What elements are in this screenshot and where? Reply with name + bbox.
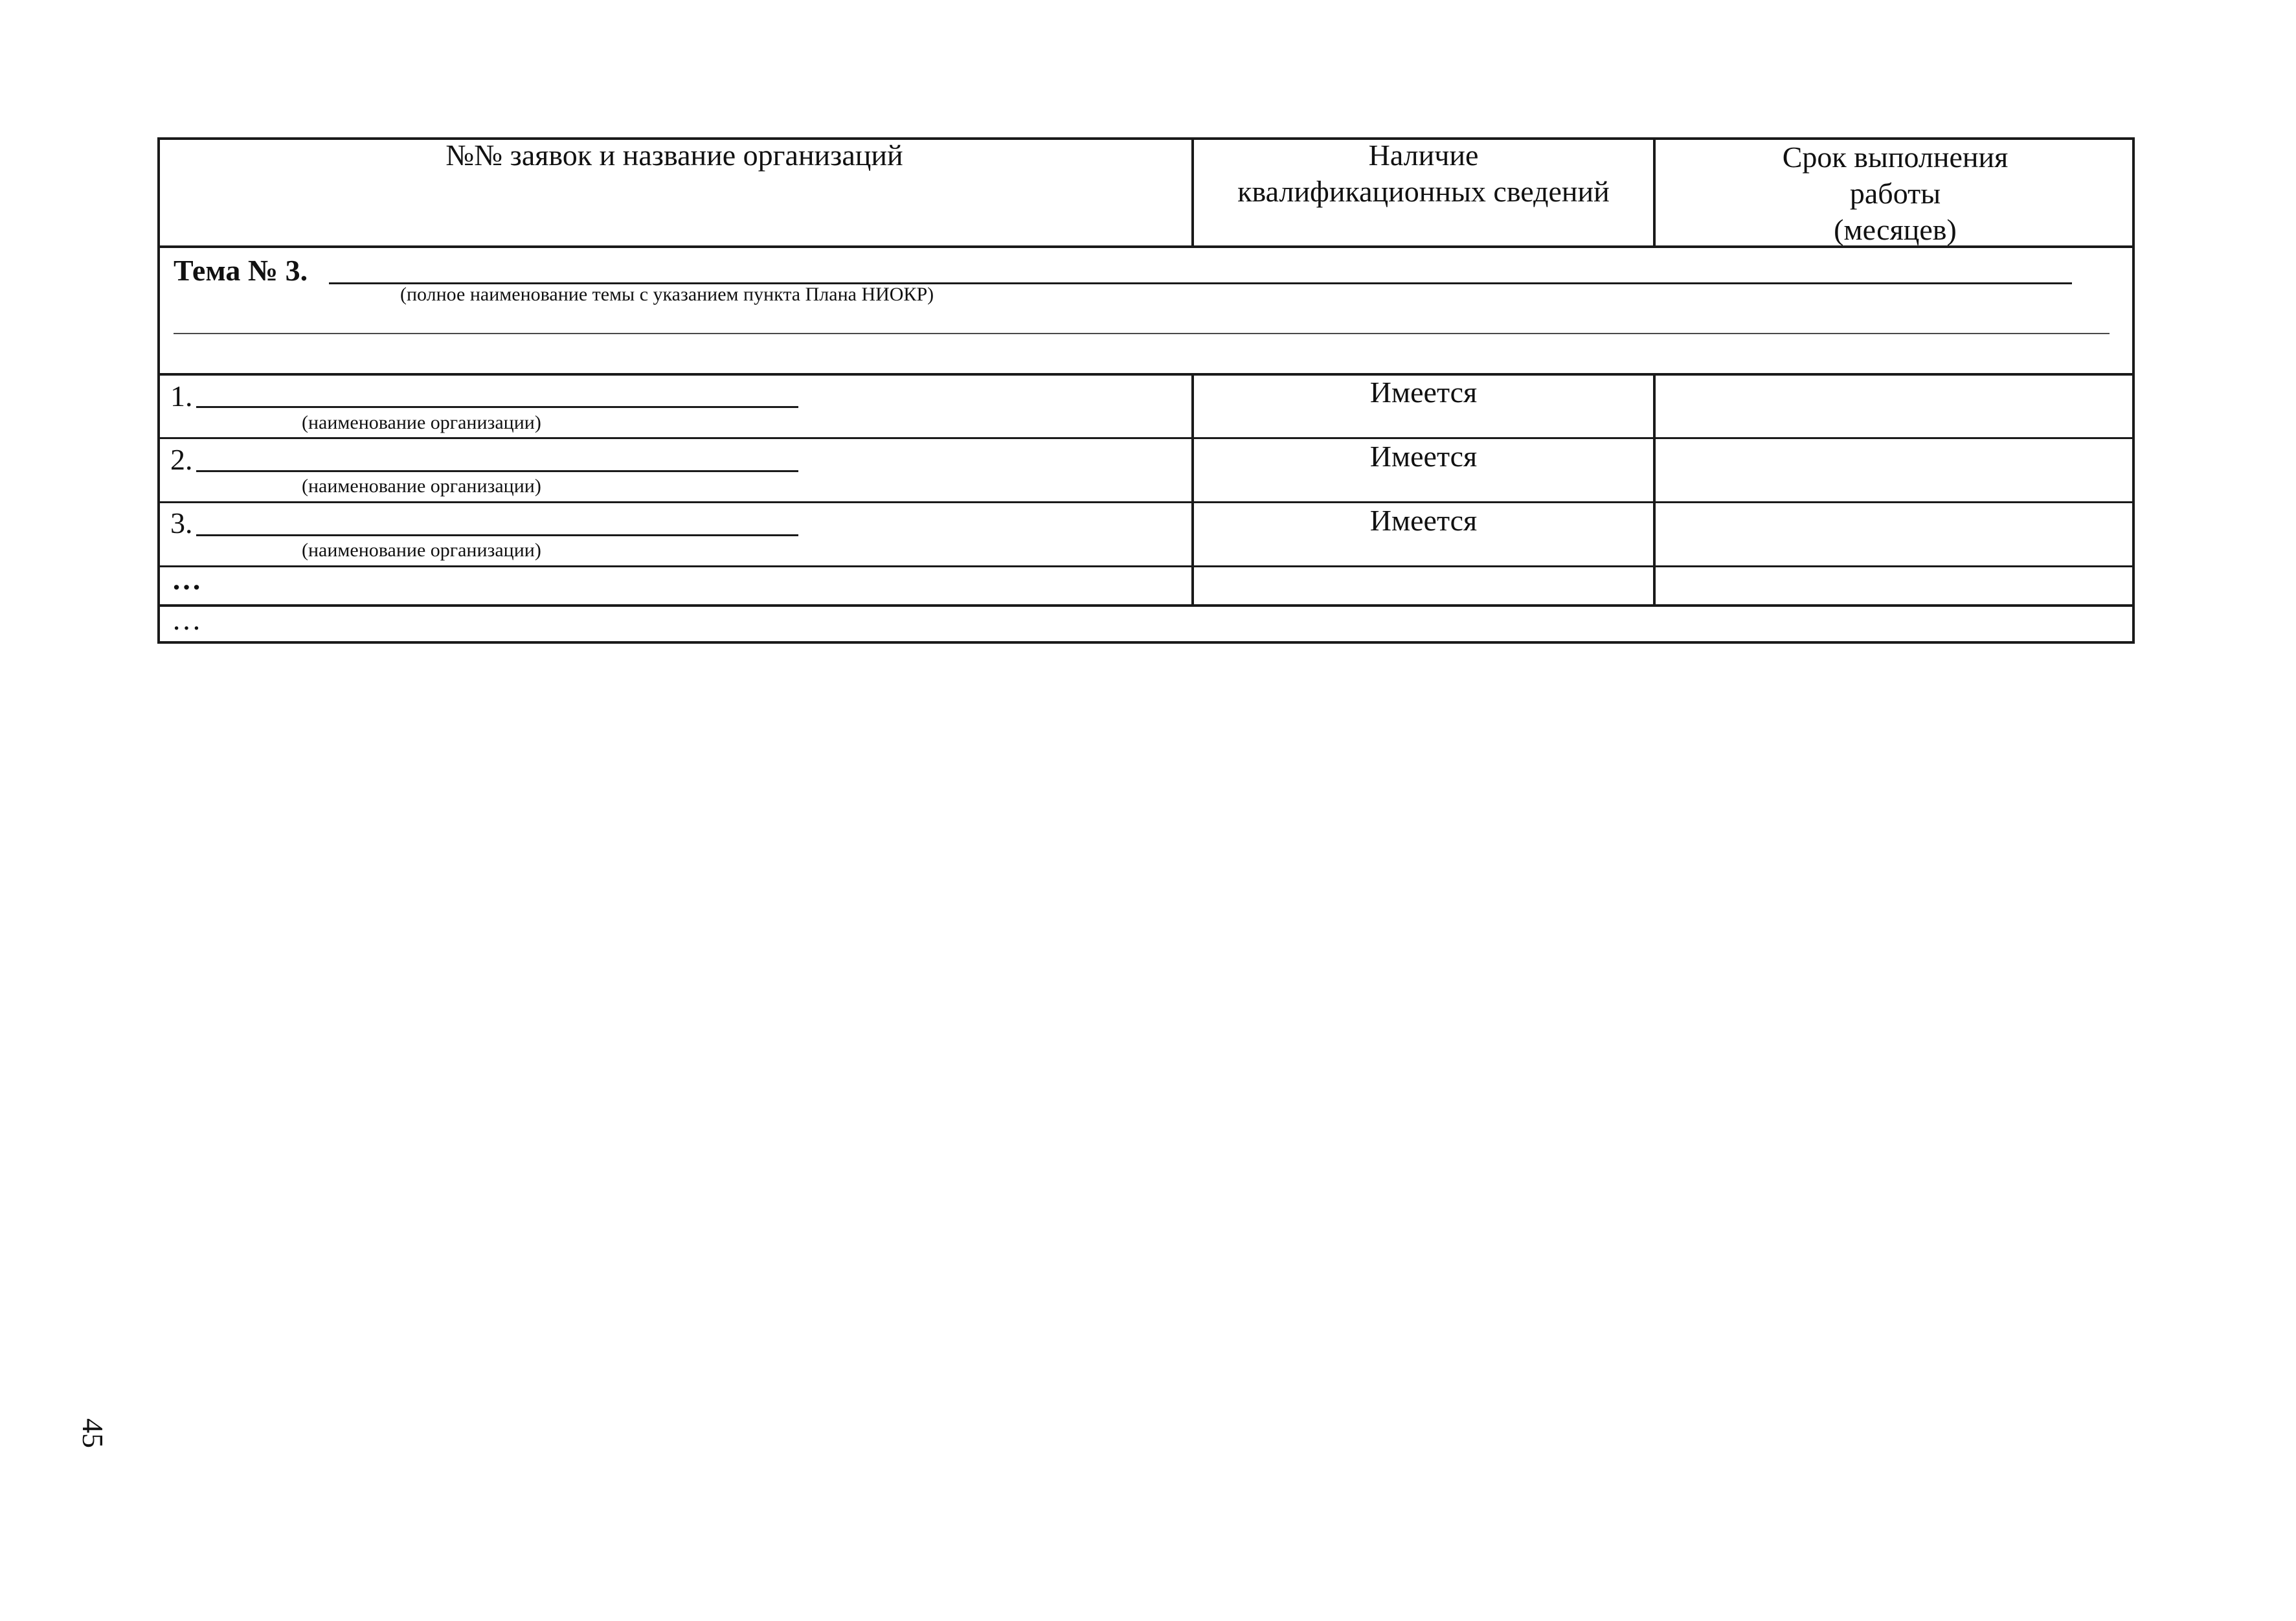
topic-hint: (полное наименование темы с указанием пункта Плана НИОКР) [400,284,934,305]
header-term-line1: Срок выполнения [1782,141,2009,174]
header-applications: №№ заявок и название организаций [445,139,903,172]
row2-bottom-rule [157,501,2135,503]
row2-number: 2. [170,443,193,476]
row1-qualification: Имеется [1369,376,1478,409]
page-number: 45 [76,1418,109,1448]
row2-fill-line [196,470,798,472]
row2-hint: (наименование организации) [302,475,541,497]
row1-fill-line [196,406,798,408]
topic-label: Тема № 3. [174,254,308,287]
row3-hint: (наименование организации) [302,539,541,561]
row1-hint: (наименование организации) [302,412,541,433]
topic-bottom-rule [157,373,2135,376]
row1-number: 1. [170,380,193,413]
row3-qualification: Имеется [1369,504,1478,537]
row2-qualification: Имеется [1369,440,1478,473]
row3-number: 3. [170,506,193,539]
row3-bottom-rule [157,565,2135,567]
document-table-area [157,137,2137,646]
ellipsis-row-text: … [172,563,201,596]
row3-fill-line [196,534,798,536]
row1-bottom-rule [157,437,2135,439]
header-qualification-line2: квалификационных сведений [1237,175,1610,208]
header-qualification-line1: Наличие [1368,139,1479,172]
ellipsis-row-bottom-rule [157,604,2135,607]
header-term-line2: работы [1849,177,1941,210]
topic-second-fill-line [174,333,2110,334]
header-term-line3: (месяцев) [1834,213,1957,246]
final-row-text: … [172,603,201,636]
column-divider-2-body [1653,374,1656,606]
